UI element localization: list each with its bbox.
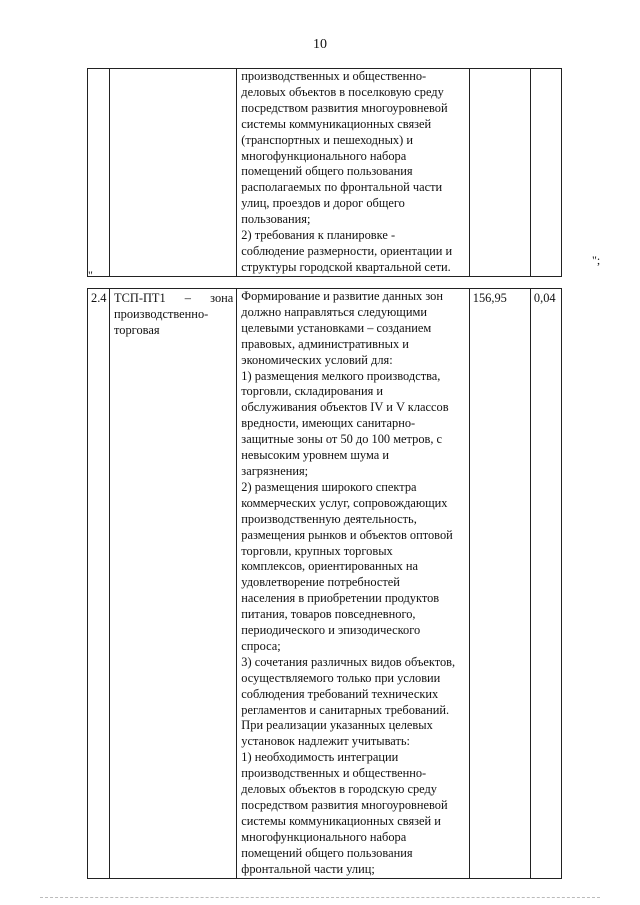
description-line: питания, товаров повседневного,: [241, 607, 416, 622]
description-line: коммерческих услуг, сопровождающих: [241, 495, 448, 510]
description-line: населения в приобретении продуктов: [241, 591, 440, 606]
description-line: Формирование и развитие данных зон: [241, 289, 443, 303]
description-line: многофункционального набора: [241, 829, 407, 844]
zone-table: [87, 288, 562, 879]
description-line: соблюдение размерности, ориентации и: [241, 243, 453, 258]
description-line: производственных и общественно-: [241, 69, 427, 83]
description-line: 2) требования к планировке -: [241, 228, 396, 243]
description-line: деловых объектов в городскую среду: [241, 782, 437, 797]
description-line: невысоким уровнем шума и: [241, 448, 389, 463]
table-row: [88, 289, 562, 879]
description-line: соблюдения требований технических: [241, 686, 439, 701]
description-line: посредством развития многоуровневой: [241, 100, 448, 115]
description-line: правовых, административных и: [241, 336, 409, 351]
share-cell: 0,04: [530, 289, 561, 879]
closing-quote-mark: ";: [592, 253, 601, 267]
description-line: структуры городской квартальной сети.: [241, 259, 451, 274]
description-line: помещений общего пользования: [241, 845, 413, 860]
description-line: должно направляться следующими: [241, 304, 427, 319]
zone-name-cell: [110, 69, 237, 277]
description-line: защитные зоны от 50 до 100 метров, с: [241, 432, 443, 447]
description-line: целевыми установками – созданием: [241, 320, 432, 335]
description-line: установок надлежит учитывать:: [241, 734, 410, 749]
description-line: (транспортных и пешеходных) и: [241, 132, 413, 147]
description-line: спроса;: [241, 638, 281, 653]
description-line: производственных и общественно-: [241, 766, 427, 781]
area-cell: 156,95: [469, 289, 530, 879]
row-number-cell: [88, 69, 110, 277]
description-line: торговли, складирования и: [241, 384, 384, 399]
description-line: посредством развития многоуровневой: [241, 798, 448, 812]
description-line: системы коммуникационных связей: [241, 116, 432, 131]
description-cell: [237, 289, 469, 879]
area-cell: [469, 69, 530, 277]
description-text: [241, 69, 465, 276]
description-line: помещений общего пользования: [241, 164, 413, 179]
description-line: экономических условий для:: [241, 352, 393, 367]
description-line: торговли, крупных торговых: [241, 543, 393, 558]
description-line: производственную деятельность,: [241, 511, 417, 526]
zone-name-cell: ТСП-ПТ1 – зона производственно-торговая: [110, 289, 237, 879]
description-line: фронтальной части улиц;: [241, 861, 375, 876]
description-line: 1) размещения мелкого производства,: [241, 368, 441, 383]
description-line: системы коммуникационных связей и: [241, 813, 441, 828]
description-line: удовлетворение потребностей: [241, 575, 400, 590]
description-line: осуществляемого только при условии: [241, 670, 441, 685]
description-line: пользования;: [241, 212, 311, 227]
description-line: размещения рынков и объектов оптовой: [241, 527, 453, 542]
description-cell: [237, 69, 469, 277]
description-line: 3) сочетания различных видов объектов,: [241, 654, 456, 669]
description-line: При реализации указанных целевых: [241, 718, 433, 733]
description-line: улиц, проездов и дорог общего: [241, 196, 405, 211]
continued-table: [87, 68, 562, 277]
description-line: деловых объектов в поселковую среду: [241, 84, 444, 99]
description-line: многофункционального набора: [241, 148, 407, 163]
table-row: [88, 69, 562, 277]
description-line: регламентов и санитарных требований.: [241, 702, 450, 717]
description-line: 1) необходимость интеграции: [241, 750, 399, 765]
description-line: обслуживания объектов IV и V классов: [241, 400, 449, 415]
description-text: [241, 289, 465, 878]
description-line: загрязнения;: [241, 463, 309, 478]
description-line: периодического и эпизодического: [241, 623, 421, 638]
page-footer-line: [40, 897, 600, 898]
description-line: вредности, имеющих санитарно-: [241, 416, 416, 431]
page-number: 10: [313, 37, 327, 52]
row-number-cell: 2.4: [88, 289, 110, 879]
description-line: 2) размещения широкого спектра: [241, 479, 417, 494]
opening-quote-mark: ": [88, 268, 93, 282]
description-line: располагаемых по фронтальной части: [241, 180, 443, 195]
share-cell: [530, 69, 561, 277]
description-line: комплексов, ориентированных на: [241, 559, 419, 574]
